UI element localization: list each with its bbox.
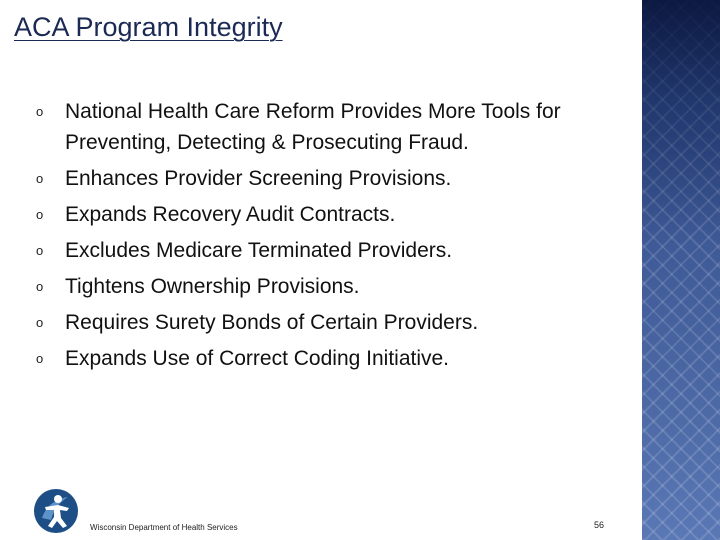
bullet-marker: o [36,315,44,330]
bullet-text: Tightens Ownership Provisions. [65,275,360,298]
wisconsin-dhs-logo-icon [33,488,79,534]
bullet-marker: o [36,207,44,222]
bullet-item [36,307,616,338]
bullet-item [36,163,616,194]
bullet-item [36,199,616,230]
bullet-item [36,235,616,266]
bullet-list [36,96,616,379]
slide-title: ACA Program Integrity [14,12,283,42]
bullet-text: Excludes Medicare Terminated Providers. [65,239,453,262]
bullet-text: Requires Surety Bonds of Certain Providers. [65,311,479,334]
bullet-item [36,343,616,374]
bullet-text: Expands Use of Correct Coding Initiative. [65,347,450,370]
bullet-marker: o [36,279,44,294]
bullet-marker: o [36,243,44,258]
bullet-marker: o [36,104,44,119]
bullet-marker: o [36,171,44,186]
decorative-side-panel [642,0,720,540]
bullet-text: National Health Care Reform Provides More Tools for Preventing, Detecting & Prosecuting Fraud. [65,100,561,154]
organization-name: Wisconsin Department of Health Services [90,523,238,532]
bullet-item [36,271,616,302]
bullet-item [36,96,616,158]
bullet-text: Enhances Provider Screening Provisions. [65,167,452,190]
bullet-marker: o [36,351,44,366]
page-number: 56 [594,520,605,530]
bullet-text: Expands Recovery Audit Contracts. [65,203,396,226]
